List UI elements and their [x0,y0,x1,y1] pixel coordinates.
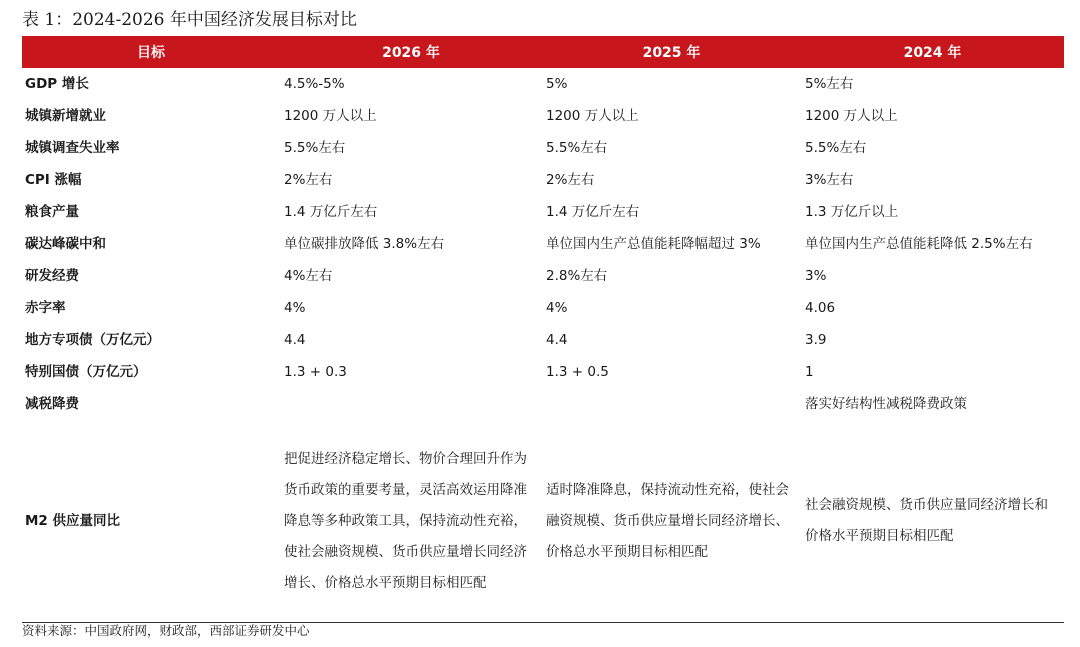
row-label: 地方专项债（万亿元） [25,332,160,348]
cell-2025: 1200 万人以上 [546,108,639,124]
header-target: 目标 [22,36,280,68]
table-title: 表 1：2024-2026 年中国经济发展目标对比 [22,10,357,30]
cell-2025: 5.5%左右 [546,140,608,156]
cell-2026: 5.5%左右 [284,140,346,156]
cell-2025 [542,388,801,420]
table-row [22,356,1064,388]
table-row [22,196,1064,228]
table-row [22,68,1064,100]
cell-2026: 4% [284,300,306,316]
header-2026: 2026 年 [280,36,542,68]
cell-2026: 4%左右 [284,268,333,284]
cell-2024: 4.06 [805,300,836,316]
table-row [22,292,1064,324]
cell-2026: 把促进经济稳定增长、物价合理回升作为货币政策的重要考量，灵活高效运用降准降息等多种政策工具，保持流动性充裕，使社会融资规模、货币供应量增长同经济增长、价格总水平预期目标相匹配 [280,420,542,623]
table-row [22,420,1064,623]
cell-2025: 1.3 + 0.5 [546,364,609,380]
row-label: 减税降费 [25,396,79,412]
row-label: 研发经费 [25,268,79,284]
cell-2026: 单位碳排放降低 3.8%左右 [284,236,445,252]
cell-2025: 5% [546,76,568,92]
cell-2026: 1.3 + 0.3 [284,364,347,380]
table-row [22,228,1064,260]
header-2025: 2025 年 [542,36,801,68]
cell-2026 [280,388,542,420]
row-label: M2 供应量同比 [22,420,280,623]
cell-2025: 适时降准降息，保持流动性充裕，使社会融资规模、货币供应量增长同经济增长、价格总水平预期目标相匹配 [542,420,801,623]
cell-2024: 社会融资规模、货币供应量同经济增长和价格水平预期目标相匹配 [801,420,1064,623]
cell-2024: 单位国内生产总值能耗降低 2.5%左右 [805,236,1033,252]
cell-2025: 1.4 万亿斤左右 [546,204,640,220]
table-row [22,260,1064,292]
cell-2026: 2%左右 [284,172,333,188]
cell-2025: 4.4 [546,332,568,348]
row-label: 碳达峰碳中和 [25,236,106,252]
cell-2024: 5%左右 [805,76,854,92]
cell-2026: 1.4 万亿斤左右 [284,204,378,220]
table-row [22,164,1064,196]
source-note: 资料来源：中国政府网，财政部，西部证券研发中心 [22,623,310,638]
cell-2026: 4.5%-5% [284,76,345,92]
cell-2026: 1200 万人以上 [284,108,377,124]
table-row [22,388,1064,420]
cell-2024: 5.5%左右 [805,140,867,156]
cell-2024: 3% [805,268,827,284]
cell-2025: 2%左右 [546,172,595,188]
cell-2024: 3.9 [805,332,827,348]
table-header-row [22,36,1064,68]
row-label: 粮食产量 [25,204,79,220]
cell-2025: 4% [546,300,568,316]
table-row [22,100,1064,132]
cell-2025: 2.8%左右 [546,268,608,284]
table-row [22,132,1064,164]
row-label: CPI 涨幅 [25,172,82,188]
cell-2026: 4.4 [284,332,306,348]
cell-2024: 1200 万人以上 [805,108,898,124]
cell-2024: 1.3 万亿斤以上 [805,204,899,220]
row-label: 特别国债（万亿元） [25,364,147,380]
economic-targets-table [22,36,1064,623]
cell-2025: 单位国内生产总值能耗降幅超过 3% [546,236,761,252]
table-row [22,324,1064,356]
header-2024: 2024 年 [801,36,1064,68]
row-label: GDP 增长 [25,76,89,92]
cell-2024: 1 [805,364,814,380]
row-label: 城镇新增就业 [25,108,106,124]
row-label: 赤字率 [25,300,66,316]
cell-2024: 3%左右 [805,172,854,188]
row-label: 城镇调查失业率 [25,140,120,156]
cell-2024: 落实好结构性减税降费政策 [805,396,967,412]
